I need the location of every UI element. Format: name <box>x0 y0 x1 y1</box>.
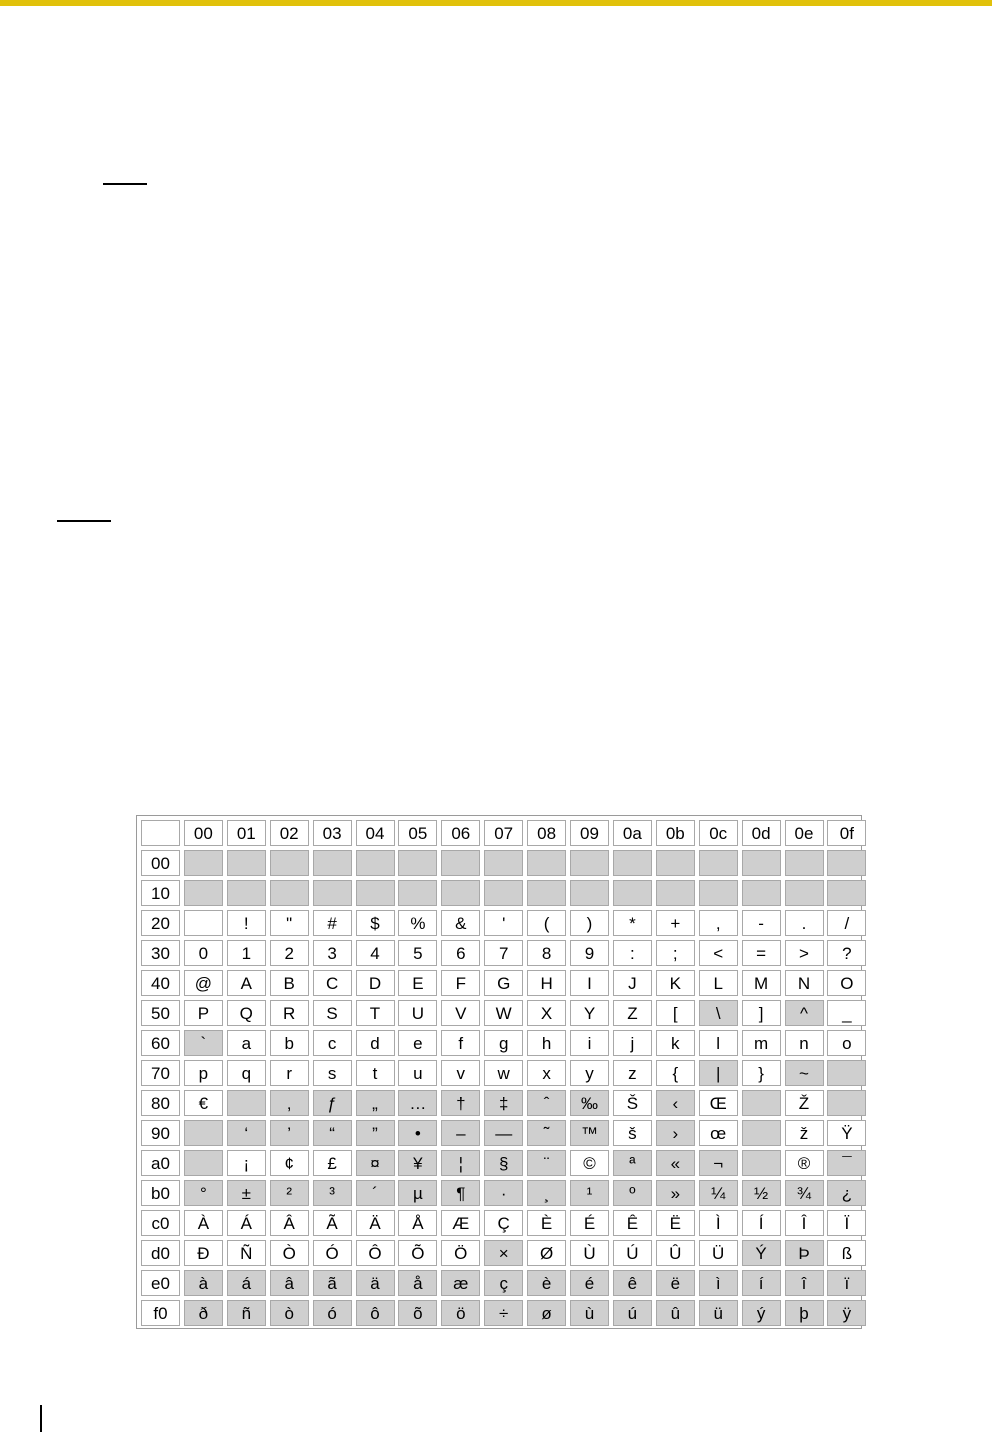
char-cell: p <box>184 1060 223 1086</box>
char-cell: ¾ <box>785 1180 824 1206</box>
char-cell <box>742 1150 781 1176</box>
char-cell: º <box>613 1180 652 1206</box>
column-header: 0c <box>699 820 738 846</box>
char-cell: ´ <box>356 1180 395 1206</box>
char-cell: ? <box>827 940 866 966</box>
char-cell: c <box>313 1030 352 1056</box>
char-cell <box>570 850 609 876</box>
char-cell: D <box>356 970 395 996</box>
char-cell: ; <box>656 940 695 966</box>
char-cell: Ç <box>484 1210 523 1236</box>
char-cell: Ö <box>441 1240 480 1266</box>
char-cell: 0 <box>184 940 223 966</box>
char-cell <box>742 1090 781 1116</box>
char-cell <box>827 850 866 876</box>
char-cell: ‰ <box>570 1090 609 1116</box>
char-cell: ¡ <box>227 1150 266 1176</box>
char-cell: Ý <box>742 1240 781 1266</box>
char-cell: ï <box>827 1270 866 1296</box>
char-cell: ß <box>827 1240 866 1266</box>
char-cell: › <box>656 1120 695 1146</box>
char-cell: † <box>441 1090 480 1116</box>
char-cell: ñ <box>227 1300 266 1326</box>
char-cell <box>313 850 352 876</box>
char-cell: } <box>742 1060 781 1086</box>
char-cell: f <box>441 1030 480 1056</box>
char-cell: G <box>484 970 523 996</box>
row-header: a0 <box>141 1150 180 1176</box>
char-cell <box>742 1120 781 1146</box>
char-cell: 7 <box>484 940 523 966</box>
char-cell: 9 <box>570 940 609 966</box>
char-cell: ç <box>484 1270 523 1296</box>
row-header: 00 <box>141 850 180 876</box>
char-cell: ÷ <box>484 1300 523 1326</box>
char-cell: È <box>527 1210 566 1236</box>
char-cell: Ž <box>785 1090 824 1116</box>
char-cell: ð <box>184 1300 223 1326</box>
char-cell: Ø <box>527 1240 566 1266</box>
char-cell: ° <box>184 1180 223 1206</box>
char-cell: % <box>398 910 437 936</box>
char-cell: g <box>484 1030 523 1056</box>
char-cell: Z <box>613 1000 652 1026</box>
row-header: f0 <box>141 1300 180 1326</box>
char-cell: Û <box>656 1240 695 1266</box>
char-cell: Å <box>398 1210 437 1236</box>
column-header: 08 <box>527 820 566 846</box>
char-cell <box>184 910 223 936</box>
row-header: c0 <box>141 1210 180 1236</box>
char-cell: / <box>827 910 866 936</box>
char-cell: ² <box>270 1180 309 1206</box>
char-cell: ø <box>527 1300 566 1326</box>
char-cell: i <box>570 1030 609 1056</box>
char-cell: Š <box>613 1090 652 1116</box>
char-cell: Æ <box>441 1210 480 1236</box>
char-cell: è <box>527 1270 566 1296</box>
char-cell: ¥ <box>398 1150 437 1176</box>
char-cell: x <box>527 1060 566 1086</box>
char-cell: ú <box>613 1300 652 1326</box>
char-cell: ˜ <box>527 1120 566 1146</box>
char-cell <box>313 880 352 906</box>
column-header: 01 <box>227 820 266 846</box>
char-cell: P <box>184 1000 223 1026</box>
char-cell: 4 <box>356 940 395 966</box>
char-cell: = <box>742 940 781 966</box>
char-cell: Ì <box>699 1210 738 1236</box>
char-cell: Â <box>270 1210 309 1236</box>
char-cell: Ô <box>356 1240 395 1266</box>
char-cell: k <box>656 1030 695 1056</box>
char-cell: Q <box>227 1000 266 1026</box>
column-header: 0d <box>742 820 781 846</box>
char-cell: £ <box>313 1150 352 1176</box>
char-cell: * <box>613 910 652 936</box>
char-cell: s <box>313 1060 352 1086</box>
char-cell: ¹ <box>570 1180 609 1206</box>
char-cell: ó <box>313 1300 352 1326</box>
char-cell: Ü <box>699 1240 738 1266</box>
char-cell: $ <box>356 910 395 936</box>
char-cell: r <box>270 1060 309 1086</box>
char-cell: ª <box>613 1150 652 1176</box>
char-cell <box>699 850 738 876</box>
char-cell <box>785 880 824 906</box>
char-cell: Õ <box>398 1240 437 1266</box>
char-cell: \ <box>699 1000 738 1026</box>
char-cell: Ë <box>656 1210 695 1236</box>
char-cell: ¶ <box>441 1180 480 1206</box>
char-cell: ë <box>656 1270 695 1296</box>
char-cell: ¢ <box>270 1150 309 1176</box>
char-cell: e <box>398 1030 437 1056</box>
row-header: d0 <box>141 1240 180 1266</box>
char-cell: þ <box>785 1300 824 1326</box>
char-cell <box>827 1090 866 1116</box>
column-header: 03 <box>313 820 352 846</box>
char-cell: ’ <box>270 1120 309 1146</box>
char-cell <box>398 880 437 906</box>
char-cell: I <box>570 970 609 996</box>
char-cell: š <box>613 1120 652 1146</box>
char-cell: ê <box>613 1270 652 1296</box>
char-cell: § <box>484 1150 523 1176</box>
row-header: b0 <box>141 1180 180 1206</box>
char-cell <box>613 880 652 906</box>
char-cell: L <box>699 970 738 996</box>
char-cell: å <box>398 1270 437 1296</box>
char-cell <box>613 850 652 876</box>
char-cell: ( <box>527 910 566 936</box>
char-cell <box>742 880 781 906</box>
char-cell: Ò <box>270 1240 309 1266</box>
char-cell: V <box>441 1000 480 1026</box>
char-cell <box>484 880 523 906</box>
char-cell: q <box>227 1060 266 1086</box>
char-cell: A <box>227 970 266 996</box>
char-cell: ¸ <box>527 1180 566 1206</box>
char-cell: w <box>484 1060 523 1086</box>
char-cell: ) <box>570 910 609 936</box>
char-cell: Ê <box>613 1210 652 1236</box>
char-cell: M <box>742 970 781 996</box>
table-corner-cell <box>141 820 180 846</box>
char-cell: À <box>184 1210 223 1236</box>
char-cell: ö <box>441 1300 480 1326</box>
column-header: 00 <box>184 820 223 846</box>
char-cell: „ <box>356 1090 395 1116</box>
char-cell: ® <box>785 1150 824 1176</box>
column-header: 02 <box>270 820 309 846</box>
column-header: 07 <box>484 820 523 846</box>
row-header: 90 <box>141 1120 180 1146</box>
char-cell: É <box>570 1210 609 1236</box>
char-cell: ô <box>356 1300 395 1326</box>
character-code-table <box>136 815 862 1329</box>
char-cell <box>527 850 566 876</box>
char-cell: O <box>827 970 866 996</box>
column-header: 0f <box>827 820 866 846</box>
char-cell: ~ <box>785 1060 824 1086</box>
char-cell: Ó <box>313 1240 352 1266</box>
char-cell: W <box>484 1000 523 1026</box>
char-cell: z <box>613 1060 652 1086</box>
char-cell: “ <box>313 1120 352 1146</box>
char-cell: … <box>398 1090 437 1116</box>
char-cell: û <box>656 1300 695 1326</box>
char-cell: X <box>527 1000 566 1026</box>
column-header: 0b <box>656 820 695 846</box>
char-cell: ” <box>356 1120 395 1146</box>
char-cell: ž <box>785 1120 824 1146</box>
char-cell: Ú <box>613 1240 652 1266</box>
char-cell: d <box>356 1030 395 1056</box>
column-header: 05 <box>398 820 437 846</box>
char-cell: o <box>827 1030 866 1056</box>
column-header: 09 <box>570 820 609 846</box>
char-cell: ò <box>270 1300 309 1326</box>
char-cell <box>184 1150 223 1176</box>
char-cell: Y <box>570 1000 609 1026</box>
char-cell <box>570 880 609 906</box>
char-cell: ü <box>699 1300 738 1326</box>
char-cell: + <box>656 910 695 936</box>
char-cell: æ <box>441 1270 480 1296</box>
char-cell <box>742 850 781 876</box>
char-cell: b <box>270 1030 309 1056</box>
char-cell: Œ <box>699 1090 738 1116</box>
char-cell: Í <box>742 1210 781 1236</box>
char-cell: í <box>742 1270 781 1296</box>
char-cell: ¤ <box>356 1150 395 1176</box>
char-cell: & <box>441 910 480 936</box>
char-cell: ù <box>570 1300 609 1326</box>
char-cell: - <box>742 910 781 936</box>
char-cell: Ä <box>356 1210 395 1236</box>
char-cell: ™ <box>570 1120 609 1146</box>
char-cell: é <box>570 1270 609 1296</box>
char-cell: — <box>484 1120 523 1146</box>
column-header: 04 <box>356 820 395 846</box>
char-cell <box>527 880 566 906</box>
char-cell: ' <box>484 910 523 936</box>
char-cell: Ï <box>827 1210 866 1236</box>
row-header: 20 <box>141 910 180 936</box>
char-cell: ± <box>227 1180 266 1206</box>
char-cell: ˆ <box>527 1090 566 1116</box>
char-cell: # <box>313 910 352 936</box>
char-cell <box>699 880 738 906</box>
char-cell <box>227 1090 266 1116</box>
page-margin-bar <box>40 1405 42 1432</box>
char-cell: H <box>527 970 566 996</box>
row-header: 60 <box>141 1030 180 1056</box>
column-header: 0a <box>613 820 652 846</box>
char-cell: ä <box>356 1270 395 1296</box>
char-cell: C <box>313 970 352 996</box>
char-cell: € <box>184 1090 223 1116</box>
char-cell: Á <box>227 1210 266 1236</box>
char-cell <box>184 880 223 906</box>
char-cell: ³ <box>313 1180 352 1206</box>
char-cell: ¦ <box>441 1150 480 1176</box>
char-cell: 5 <box>398 940 437 966</box>
char-cell <box>656 850 695 876</box>
char-cell: l <box>699 1030 738 1056</box>
row-header: 70 <box>141 1060 180 1086</box>
header-accent-rule <box>0 0 992 6</box>
char-cell: Ÿ <box>827 1120 866 1146</box>
char-cell: Ã <box>313 1210 352 1236</box>
char-cell: á <box>227 1270 266 1296</box>
char-cell <box>227 850 266 876</box>
char-cell: ¨ <box>527 1150 566 1176</box>
char-cell: S <box>313 1000 352 1026</box>
char-cell: Ñ <box>227 1240 266 1266</box>
char-cell: Ð <box>184 1240 223 1266</box>
char-cell: j <box>613 1030 652 1056</box>
char-cell: a <box>227 1030 266 1056</box>
char-cell <box>441 850 480 876</box>
char-cell: ¯ <box>827 1150 866 1176</box>
char-cell: ] <box>742 1000 781 1026</box>
char-cell: _ <box>827 1000 866 1026</box>
char-cell: ^ <box>785 1000 824 1026</box>
char-cell <box>827 880 866 906</box>
char-cell: 6 <box>441 940 480 966</box>
char-cell: õ <box>398 1300 437 1326</box>
char-cell: Ù <box>570 1240 609 1266</box>
row-header: 30 <box>141 940 180 966</box>
char-cell: F <box>441 970 480 996</box>
char-cell <box>270 850 309 876</box>
char-cell: { <box>656 1060 695 1086</box>
char-cell <box>441 880 480 906</box>
char-cell: ¼ <box>699 1180 738 1206</box>
char-cell <box>270 880 309 906</box>
char-cell: – <box>441 1120 480 1146</box>
char-cell <box>827 1060 866 1086</box>
char-cell: © <box>570 1150 609 1176</box>
char-cell: [ <box>656 1000 695 1026</box>
char-cell: : <box>613 940 652 966</box>
char-cell: u <box>398 1060 437 1086</box>
char-cell: h <box>527 1030 566 1056</box>
char-cell: E <box>398 970 437 996</box>
char-cell: 8 <box>527 940 566 966</box>
char-cell: R <box>270 1000 309 1026</box>
char-cell <box>184 850 223 876</box>
char-cell: ‚ <box>270 1090 309 1116</box>
char-cell: ¬ <box>699 1150 738 1176</box>
char-cell: K <box>656 970 695 996</box>
char-cell: » <box>656 1180 695 1206</box>
char-cell: « <box>656 1150 695 1176</box>
char-cell: N <box>785 970 824 996</box>
char-cell: à <box>184 1270 223 1296</box>
row-header: 40 <box>141 970 180 996</box>
char-cell: " <box>270 910 309 936</box>
char-cell <box>785 850 824 876</box>
char-cell: J <box>613 970 652 996</box>
char-cell: n <box>785 1030 824 1056</box>
char-cell: U <box>398 1000 437 1026</box>
char-cell: < <box>699 940 738 966</box>
row-header: 10 <box>141 880 180 906</box>
char-cell: î <box>785 1270 824 1296</box>
char-cell <box>184 1120 223 1146</box>
column-header: 0e <box>785 820 824 846</box>
char-cell: 3 <box>313 940 352 966</box>
char-cell: 1 <box>227 940 266 966</box>
char-cell: ‘ <box>227 1120 266 1146</box>
char-cell: · <box>484 1180 523 1206</box>
char-cell: ý <box>742 1300 781 1326</box>
row-header: e0 <box>141 1270 180 1296</box>
char-cell: œ <box>699 1120 738 1146</box>
row-header: 80 <box>141 1090 180 1116</box>
char-cell: • <box>398 1120 437 1146</box>
char-cell <box>227 880 266 906</box>
char-cell: | <box>699 1060 738 1086</box>
char-cell: ¿ <box>827 1180 866 1206</box>
char-cell: ` <box>184 1030 223 1056</box>
char-cell: µ <box>398 1180 437 1206</box>
note-underline <box>57 520 111 522</box>
char-cell <box>484 850 523 876</box>
char-cell: ! <box>227 910 266 936</box>
char-cell <box>398 850 437 876</box>
char-cell: â <box>270 1270 309 1296</box>
column-header: 06 <box>441 820 480 846</box>
char-cell: @ <box>184 970 223 996</box>
char-cell: Î <box>785 1210 824 1236</box>
char-cell: ƒ <box>313 1090 352 1116</box>
char-cell <box>356 880 395 906</box>
char-cell: B <box>270 970 309 996</box>
char-cell: v <box>441 1060 480 1086</box>
char-cell: 2 <box>270 940 309 966</box>
char-cell: ÿ <box>827 1300 866 1326</box>
char-cell: t <box>356 1060 395 1086</box>
char-cell: y <box>570 1060 609 1086</box>
char-cell: ì <box>699 1270 738 1296</box>
char-cell: ‹ <box>656 1090 695 1116</box>
row-header: 50 <box>141 1000 180 1026</box>
char-cell: × <box>484 1240 523 1266</box>
note-underline <box>103 183 147 185</box>
char-cell <box>356 850 395 876</box>
char-cell: ‡ <box>484 1090 523 1116</box>
char-cell: > <box>785 940 824 966</box>
char-cell: Þ <box>785 1240 824 1266</box>
char-cell: m <box>742 1030 781 1056</box>
char-cell: , <box>699 910 738 936</box>
char-cell: ½ <box>742 1180 781 1206</box>
char-cell: T <box>356 1000 395 1026</box>
char-cell: . <box>785 910 824 936</box>
char-cell <box>656 880 695 906</box>
char-cell: ã <box>313 1270 352 1296</box>
